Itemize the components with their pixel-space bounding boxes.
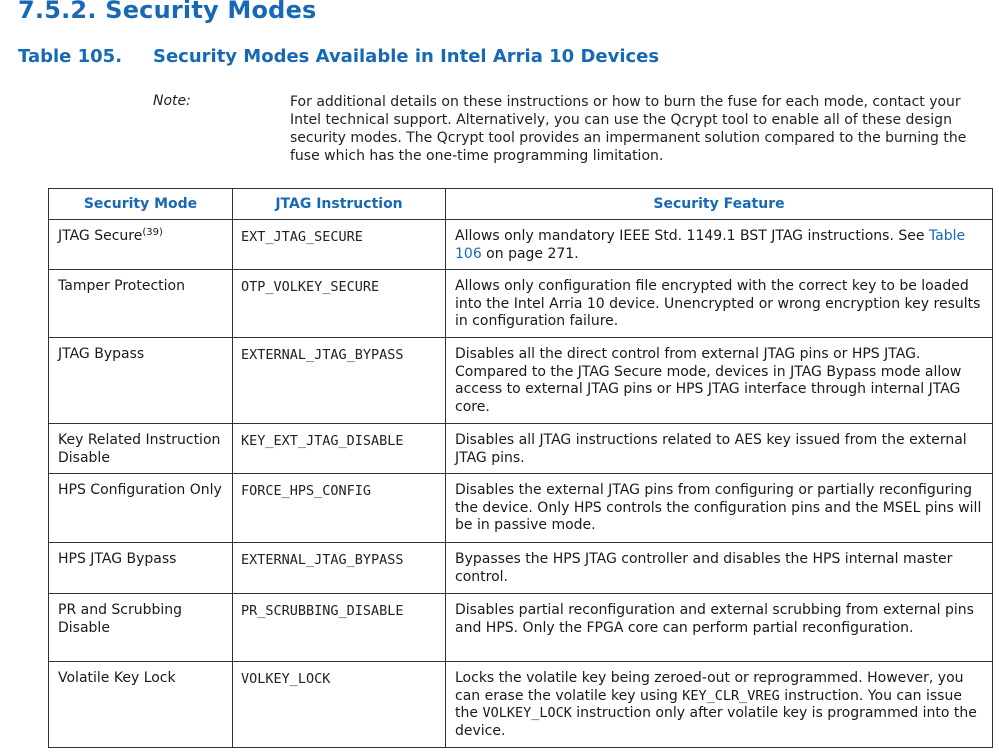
table-row	[49, 338, 993, 424]
section-title: 7.5.2. Security Modes	[18, 0, 317, 24]
feature-text: Allows only mandatory IEEE Std. 1149.1 BST JTAG instructions. See	[455, 228, 929, 244]
table-row	[49, 270, 993, 338]
table-caption	[18, 46, 659, 67]
table-row	[49, 474, 993, 543]
mode-cell: Key Related Instruction Disable	[49, 424, 233, 474]
mode-cell: Volatile Key Lock	[49, 662, 233, 748]
table-row	[49, 220, 993, 270]
instruction-cell: VOLKEY_LOCK	[233, 662, 446, 748]
feature-text: instruction only after volatile key is programmed into the device.	[455, 705, 977, 739]
instruction-cell: EXTERNAL_JTAG_BYPASS	[233, 543, 446, 594]
table-row	[49, 543, 993, 594]
table-row	[49, 424, 993, 474]
instruction-cell: PR_SCRUBBING_DISABLE	[233, 594, 446, 662]
table-row	[49, 662, 993, 748]
feature-cell: Disables partial reconfiguration and external scrubbing from external pins and HPS. Only the FPGA core can perform partial reconfiguration.	[446, 594, 993, 662]
mode-cell: PR and Scrubbing Disable	[49, 594, 233, 662]
note-label: Note:	[153, 93, 191, 109]
table-row	[49, 594, 993, 662]
inline-code: KEY_CLR_VREG	[682, 687, 780, 704]
table-number: Table 105.	[18, 46, 123, 67]
header-jtag-instruction: JTAG Instruction	[233, 189, 446, 220]
table-header-row	[49, 189, 993, 220]
mode-text: JTAG Secure	[58, 228, 143, 244]
feature-cell: Disables the external JTAG pins from configuring or partially reconfiguring the device. Only HPS controls the configuration pins and the MSEL pins will be in passive mode.	[446, 474, 993, 543]
instruction-cell: FORCE_HPS_CONFIG	[233, 474, 446, 543]
mode-cell: HPS Configuration Only	[49, 474, 233, 543]
header-security-feature: Security Feature	[446, 189, 993, 220]
inline-code: VOLKEY_LOCK	[482, 705, 572, 721]
footnote-ref[interactable]: (39)	[142, 227, 163, 238]
feature-cell: Bypasses the HPS JTAG controller and disables the HPS internal master control.	[446, 543, 993, 594]
header-security-mode: Security Mode	[49, 189, 233, 220]
table-title: Security Modes Available in Intel Arria 10 Devices	[153, 46, 660, 67]
mode-cell: Tamper Protection	[49, 270, 233, 338]
feature-cell: Allows only configuration file encrypted with the correct key to be loaded into the Intel Arria 10 device. Unencrypted or wrong encryption key results in configuration failure.	[446, 270, 993, 338]
mode-cell	[49, 220, 233, 270]
feature-text: instruction. You can issue the	[455, 687, 962, 721]
note-text: For additional details on these instructions or how to burn the fuse for each mode, contact your Intel technical support. Alternatively, you can use the Qcrypt tool to enable all of these design security modes. The Qcrypt tool provides an impermanent solution compared to the burning the fuse which has the one-time programming limitation.	[290, 94, 967, 164]
instruction-cell: EXT_JTAG_SECURE	[233, 220, 446, 270]
mode-cell: JTAG Bypass	[49, 338, 233, 424]
feature-text: Locks the volatile key being zeroed-out or reprogrammed. However, you can erase the volatile key using	[455, 670, 964, 704]
feature-cell: Disables all the direct control from external JTAG pins or HPS JTAG. Compared to the JTAG Secure mode, devices in JTAG Bypass mode allow access to external JTAG pins or HPS JTAG interface through internal JTAG core.	[446, 338, 993, 424]
table-106-link[interactable]: Table 106	[455, 228, 966, 262]
security-modes-table	[48, 188, 993, 748]
feature-cell	[446, 662, 993, 748]
feature-cell	[446, 220, 993, 270]
feature-text-post: on page 271.	[481, 245, 579, 262]
instruction-cell: OTP_VOLKEY_SECURE	[233, 270, 446, 338]
feature-cell: Disables all JTAG instructions related to AES key issued from the external JTAG pins.	[446, 424, 993, 474]
instruction-cell: KEY_EXT_JTAG_DISABLE	[233, 424, 446, 474]
mode-cell: HPS JTAG Bypass	[49, 543, 233, 594]
instruction-cell: EXTERNAL_JTAG_BYPASS	[233, 338, 446, 424]
